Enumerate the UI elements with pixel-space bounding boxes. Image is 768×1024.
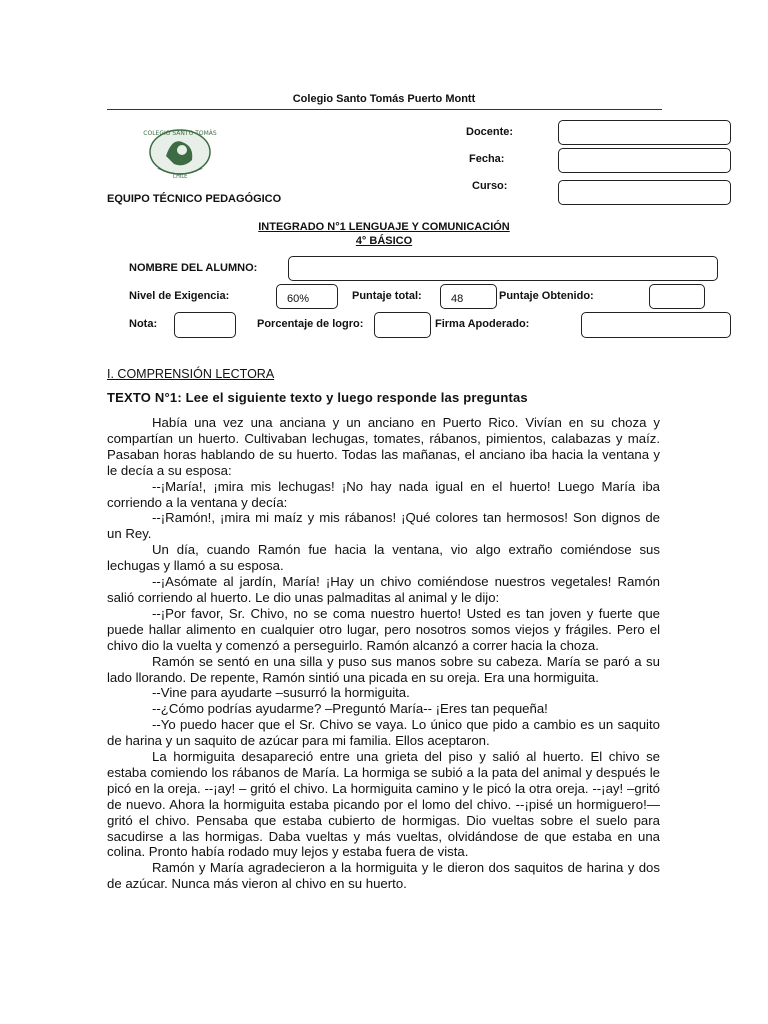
nota-field[interactable] [174, 312, 236, 338]
exigencia-value: 60% [287, 293, 310, 305]
student-name-label: NOMBRE DEL ALUMNO: [129, 262, 258, 274]
story-paragraph: --¡Ramón!, ¡mira mi maíz y mis rábanos! ¡Qué colores tan hermosos! Son dignos de un Rey. [107, 510, 660, 542]
story-paragraph: --Vine para ayudarte –susurró la hormiguita. [152, 685, 410, 701]
fecha-field[interactable] [558, 148, 731, 173]
logo-text: COLEGIO SANTO TOMÁS [143, 130, 217, 137]
texto-heading: TEXTO N°1: Lee el siguiente texto y luego responde las preguntas [107, 390, 528, 405]
exam-title: INTEGRADO N°1 LENGUAJE Y COMUNICACIÓN [258, 221, 510, 233]
nota-label: Nota: [129, 318, 158, 330]
student-name-field[interactable] [288, 256, 718, 281]
school-logo [136, 126, 224, 182]
puntaje-total-field[interactable] [440, 284, 497, 309]
exam-grade: 4° BÁSICO [355, 235, 413, 247]
firma-field[interactable] [581, 312, 731, 338]
team-label: EQUIPO TÉCNICO PEDAGÓGICO [107, 193, 282, 205]
logo-country: CHILE [172, 174, 188, 180]
header-rule [107, 109, 662, 110]
puntaje-obtenido-label: Puntaje Obtenido: [499, 290, 594, 302]
exigencia-field[interactable] [276, 284, 338, 309]
firma-label: Firma Apoderado: [435, 318, 530, 330]
story-paragraph: --Yo puedo hacer que el Sr. Chivo se vaya. Lo único que pido a cambio es un saquito de harina y un saquito de azúcar para mi familia. Ellos aceptaron. [107, 717, 660, 749]
curso-field[interactable] [558, 180, 731, 205]
story-paragraph: Un día, cuando Ramón fue hacia la ventana, vio algo extraño comiéndose sus lechugas y llamó a su esposa. [107, 542, 660, 574]
story-paragraph: Ramón y María agradecieron a la hormiguita y le dieron dos saquitos de harina y dos de azúcar. Nunca más vieron al chivo en su huerto. [107, 860, 660, 892]
docente-label: Docente: [466, 126, 514, 138]
puntaje-total-value: 48 [451, 293, 464, 305]
docente-field[interactable] [558, 120, 731, 145]
section-heading: I. COMPRENSIÓN LECTORA [107, 367, 275, 381]
school-name: Colegio Santo Tomás Puerto Montt [292, 93, 476, 105]
story-paragraph: La hormiguita desapareció entre una grieta del piso y salió al huerto. El chivo se estaba comiendo los rábanos de María. La hormiga se subió a la pata del animal y después le picó en la oreja. --¡ay! – gritó el chivo. La hormiguita camino y le picó la otra oreja. --¡ay! –gritó de nuevo. Ahora la hormiguita estaba picando por el lomo del chivo. --¡pisé un hormiguero!—gritó el chivo. Pensaba que estaba cubierto de hormigas. Dio vueltas sobre el suelo para sacudirse a las hormigas. Daba vueltas y más vueltas, olvidándose de que estaba en una colina. Pronto había rodado muy lejos y estaba fuera de vista. [107, 749, 660, 860]
story-paragraph: Ramón se sentó en una silla y puso sus manos sobre su cabeza. María se paró a su lado llorando. De repente, Ramón sintió una picada en su oreja. Era una hormiguita. [107, 653, 660, 685]
puntaje-total-label: Puntaje total: [352, 290, 422, 302]
story-paragraph: --¡María!, ¡mira mis lechugas! ¡No hay nada igual en el huerto! Luego María iba corriendo a la ventana y decía: [107, 478, 660, 510]
porcentaje-field[interactable] [374, 312, 431, 338]
story-paragraph: --¿Cómo podrías ayudarme? –Preguntó María-- ¡Eres tan pequeña! [152, 701, 548, 717]
story-paragraph: --¡Asómate al jardín, María! ¡Hay un chivo comiéndose nuestros vegetales! Ramón salió corriendo al huerto. Le dio unas palmaditas al animal y le dijo: [107, 574, 660, 605]
story-paragraph: Había una vez una anciana y un anciano en Puerto Rico. Vivían en su choza y compartían un huerto. Cultivaban lechugas, tomates, rábanos, pimientos, calabazas y maíz. Pasaban horas hablando de su huerto. Todas las mañanas, el anciano iba hacia la ventana y le decía a su esposa: [107, 415, 660, 478]
porcentaje-label: Porcentaje de logro: [257, 318, 364, 330]
curso-label: Curso: [472, 180, 508, 192]
puntaje-obtenido-field[interactable] [649, 284, 705, 309]
story-text [107, 415, 660, 892]
story-paragraph: --¡Por favor, Sr. Chivo, no se coma nuestro huerto! Usted es tan joven y fuerte que puede hallar alimento en cualquier otro lugar, pero nosotros somos viejos y frágiles. Pero el chivo dio la vuelta y comenzó a perseguirlo. Ramón alcanzó a correr hacia la choza. [107, 605, 660, 653]
fecha-label: Fecha: [469, 153, 505, 165]
exigencia-label: Nivel de Exigencia: [129, 290, 230, 302]
